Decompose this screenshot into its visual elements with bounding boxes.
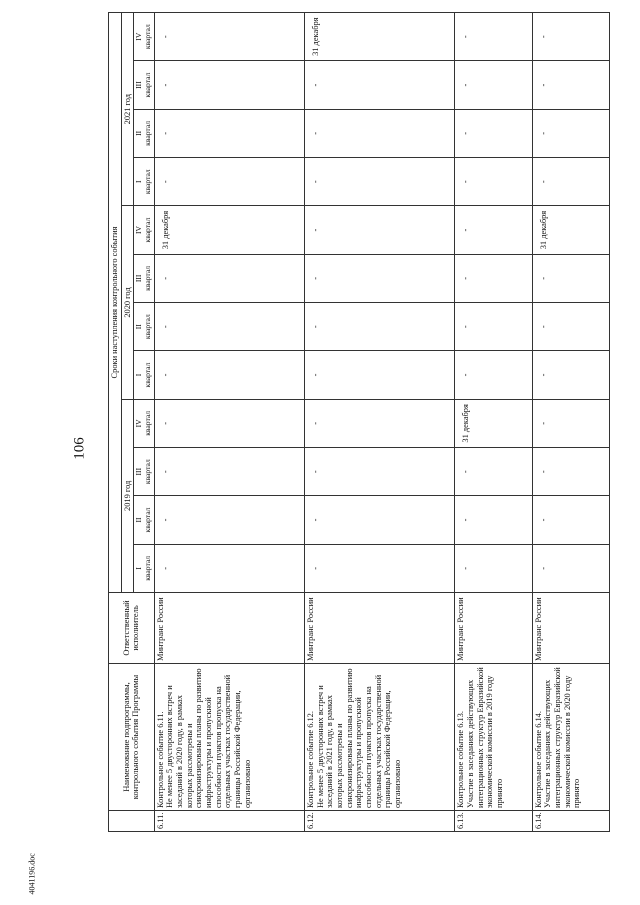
- deadline-empty-cell: -: [532, 109, 609, 157]
- deadline-empty-cell: -: [455, 351, 532, 399]
- event-description: Не менее 5 двусторонних встреч и заседаний в 2020 году, в рамках которых рассмотрены и синхронизированы планы по развитию инфраструктуры и пропускной способности пунктов пропуска на отдельных участках государственной границы Российской Федерации, организовано: [165, 668, 252, 808]
- table-row: [154, 13, 304, 832]
- quarter-numeral: III: [134, 467, 144, 476]
- deadline-empty-cell: -: [455, 61, 532, 109]
- quarter-numeral: III: [134, 81, 144, 89]
- table-row: [455, 13, 532, 832]
- deadline-empty-cell: -: [455, 158, 532, 206]
- deadline-date-cell: 31 декабря: [455, 399, 532, 447]
- schedule-table: [108, 12, 610, 832]
- responsible-executor: Минтранс России: [455, 593, 532, 664]
- deadline-date-cell: 31 декабря: [304, 13, 454, 61]
- deadline-empty-cell: -: [532, 158, 609, 206]
- document-stamp: 4041196.doc: [27, 853, 37, 895]
- quarter-word: квартал: [143, 362, 153, 388]
- deadline-empty-cell: -: [455, 544, 532, 592]
- quarter-word: квартал: [143, 24, 153, 50]
- deadline-empty-cell: -: [532, 544, 609, 592]
- quarter-header: [134, 254, 154, 302]
- quarter-word: квартал: [143, 265, 153, 291]
- deadline-empty-cell: -: [154, 303, 304, 351]
- deadline-empty-cell: -: [455, 448, 532, 496]
- quarter-numeral: I: [134, 373, 144, 377]
- rotated-table-wrapper: [108, 12, 610, 832]
- event-name-cell: [532, 664, 609, 811]
- year-header-2019: 2019 год: [121, 399, 134, 592]
- deadline-empty-cell: -: [455, 254, 532, 302]
- event-name-cell: [154, 664, 304, 811]
- event-description: Участие в заседаниях действующих интеграционных структур Евразийской экономической комиссии в 2019 году принято: [465, 667, 504, 808]
- quarter-header: [134, 109, 154, 157]
- deadline-date-cell: 31 декабря: [532, 206, 609, 254]
- deadline-empty-cell: -: [532, 13, 609, 61]
- deadline-empty-cell: -: [154, 399, 304, 447]
- deadline-empty-cell: -: [532, 351, 609, 399]
- deadline-empty-cell: -: [455, 496, 532, 544]
- deadlines-header: Сроки наступления контрольного события: [109, 13, 122, 593]
- quarter-word: квартал: [143, 169, 153, 195]
- quarter-header: [134, 158, 154, 206]
- quarter-header: [134, 448, 154, 496]
- row-number: 6.14.: [532, 811, 609, 832]
- quarter-header: [134, 206, 154, 254]
- year-header-2021: 2021 год: [121, 13, 134, 206]
- deadline-empty-cell: -: [154, 109, 304, 157]
- quarter-header: [134, 13, 154, 61]
- year-header-2020: 2020 год: [121, 206, 134, 399]
- quarter-word: квартал: [143, 120, 153, 146]
- quarter-numeral: I: [134, 567, 144, 570]
- quarter-word: квартал: [143, 507, 153, 533]
- deadline-empty-cell: -: [304, 351, 454, 399]
- row-number: 6.13.: [455, 811, 532, 832]
- quarter-word: квартал: [143, 410, 153, 436]
- deadline-empty-cell: -: [154, 544, 304, 592]
- deadline-empty-cell: -: [304, 448, 454, 496]
- deadline-empty-cell: -: [304, 544, 454, 592]
- quarter-numeral: II: [134, 517, 144, 523]
- deadline-empty-cell: -: [154, 13, 304, 61]
- quarter-header: [134, 399, 154, 447]
- event-name-cell: [304, 664, 454, 811]
- quarter-word: квартал: [143, 459, 153, 485]
- number-header: [109, 811, 155, 832]
- deadline-empty-cell: -: [154, 496, 304, 544]
- responsible-executor: Минтранс России: [304, 593, 454, 664]
- deadline-empty-cell: -: [154, 158, 304, 206]
- deadline-empty-cell: -: [304, 399, 454, 447]
- deadline-empty-cell: -: [304, 303, 454, 351]
- deadline-empty-cell: -: [154, 61, 304, 109]
- deadline-date-cell: 31 декабря: [154, 206, 304, 254]
- deadline-empty-cell: -: [455, 206, 532, 254]
- deadline-empty-cell: -: [532, 303, 609, 351]
- deadline-empty-cell: -: [304, 496, 454, 544]
- deadline-empty-cell: -: [455, 13, 532, 61]
- row-number: 6.11.: [154, 811, 304, 832]
- quarter-header: [134, 61, 154, 109]
- quarter-numeral: II: [134, 324, 144, 330]
- quarter-numeral: IV: [134, 419, 144, 428]
- quarter-numeral: IV: [134, 32, 144, 41]
- event-description: Участие в заседаниях действующих интеграционных структур Евразийской экономической комиссии в 2020 году принято: [543, 667, 582, 808]
- deadline-empty-cell: -: [304, 158, 454, 206]
- quarter-numeral: IV: [134, 226, 144, 235]
- row-number: 6.12.: [304, 811, 454, 832]
- quarter-numeral: I: [134, 180, 144, 183]
- table-row: [532, 13, 609, 832]
- responsible-executor: Минтранс России: [154, 593, 304, 664]
- deadline-empty-cell: -: [455, 109, 532, 157]
- event-title: Контрольное событие 6.14.: [533, 711, 543, 808]
- deadline-empty-cell: -: [532, 254, 609, 302]
- responsible-header: Ответственный исполнитель: [109, 593, 155, 664]
- deadline-empty-cell: -: [532, 61, 609, 109]
- event-title: Контрольное событие 6.11.: [155, 711, 165, 808]
- table-row: [304, 13, 454, 832]
- event-title: Контрольное событие 6.13.: [456, 711, 466, 808]
- event-description: Не менее 5 двусторонних встреч и заседаний в 2021 году, в рамках которых рассмотрены и синхронизированы планы по развитию инфраструктуры и пропускной способности пунктов пропуска на отдельных участках государственной границы Российской Федерации, организовано: [315, 668, 402, 808]
- deadline-empty-cell: -: [154, 254, 304, 302]
- quarter-header: [134, 351, 154, 399]
- quarter-word: квартал: [143, 72, 153, 98]
- deadline-empty-cell: -: [304, 254, 454, 302]
- deadline-empty-cell: -: [532, 496, 609, 544]
- quarter-word: квартал: [143, 314, 153, 340]
- schedule-body: [154, 13, 609, 832]
- event-title: Контрольное событие 6.12.: [305, 711, 315, 808]
- deadline-empty-cell: -: [532, 399, 609, 447]
- deadline-empty-cell: -: [154, 448, 304, 496]
- name-header: Наименование подпрограммы, контрольного события Программы: [109, 664, 155, 811]
- quarter-word: квартал: [143, 555, 153, 581]
- deadline-empty-cell: -: [304, 109, 454, 157]
- quarter-header: [134, 496, 154, 544]
- page-number: 106: [71, 437, 88, 460]
- quarter-word: квартал: [143, 217, 153, 243]
- deadline-empty-cell: -: [154, 351, 304, 399]
- quarter-numeral: III: [134, 274, 144, 283]
- quarter-numeral: II: [134, 130, 144, 136]
- quarter-header: [134, 544, 154, 592]
- deadline-empty-cell: -: [304, 61, 454, 109]
- deadline-empty-cell: -: [455, 303, 532, 351]
- quarter-header: [134, 303, 154, 351]
- responsible-executor: Минтранс России: [532, 593, 609, 664]
- deadline-empty-cell: -: [304, 206, 454, 254]
- event-name-cell: [455, 664, 532, 811]
- deadline-empty-cell: -: [532, 448, 609, 496]
